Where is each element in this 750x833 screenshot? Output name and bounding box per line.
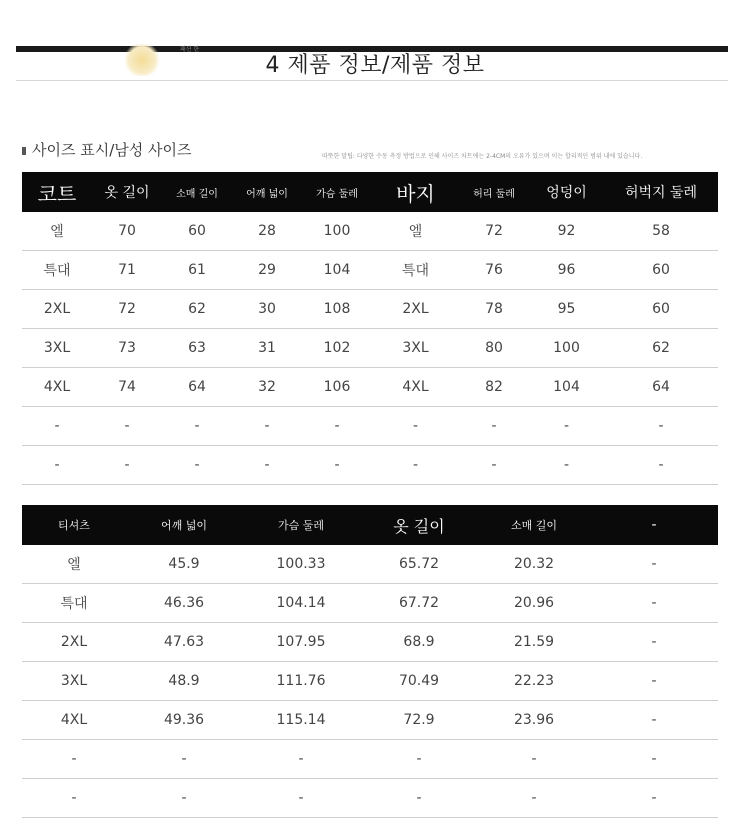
header-cell: 옷 길이 (92, 172, 162, 212)
table-cell: 22.23 (478, 662, 590, 701)
table-row (22, 212, 718, 251)
table-cell: 100.33 (242, 545, 360, 584)
header-cell: 티셔츠 (22, 505, 126, 545)
table-cell: - (590, 701, 718, 740)
table-cell: 70.49 (360, 662, 478, 701)
table-cell: 108 (302, 290, 372, 329)
table-cell: 2XL (22, 290, 92, 329)
table-cell: 76 (459, 251, 529, 290)
table-cell: - (22, 446, 92, 485)
table-cell: 엘 (22, 212, 92, 251)
table-cell: 3XL (372, 329, 459, 368)
table-cell: - (590, 662, 718, 701)
header-cell: 옷 길이 (360, 505, 478, 545)
table-cell: 3XL (22, 662, 126, 701)
table-cell: - (302, 446, 372, 485)
table-cell: 60 (604, 290, 718, 329)
table-cell: 104 (302, 251, 372, 290)
table-cell: 106 (302, 368, 372, 407)
table-cell: - (604, 446, 718, 485)
table-cell: 28 (232, 212, 302, 251)
table-cell: 92 (529, 212, 604, 251)
table-cell: 47.63 (126, 623, 242, 662)
table-cell: 100 (529, 329, 604, 368)
table-cell: 60 (604, 251, 718, 290)
table-cell: 20.32 (478, 545, 590, 584)
table-cell: 29 (232, 251, 302, 290)
table-cell: 30 (232, 290, 302, 329)
table-cell: 71 (92, 251, 162, 290)
header-cell: 어깨 넓이 (126, 505, 242, 545)
table-cell: 104 (529, 368, 604, 407)
table-header-row (22, 172, 718, 212)
table-cell: 4XL (22, 368, 92, 407)
table-cell: 73 (92, 329, 162, 368)
table-cell: 23.96 (478, 701, 590, 740)
table-row (22, 584, 718, 623)
table-cell: 20.96 (478, 584, 590, 623)
header-cell: 어깨 넓이 (232, 172, 302, 212)
table-cell: - (590, 545, 718, 584)
size-table-tshirt (22, 505, 718, 818)
table-cell: 67.72 (360, 584, 478, 623)
header-divider (16, 80, 728, 81)
table-row (22, 545, 718, 584)
table-row (22, 251, 718, 290)
table-cell: - (162, 407, 232, 446)
table-cell: 61 (162, 251, 232, 290)
table-cell: - (478, 740, 590, 779)
table-cell: 3XL (22, 329, 92, 368)
table-cell: 엘 (372, 212, 459, 251)
table-cell: 68.9 (360, 623, 478, 662)
table-cell: - (126, 740, 242, 779)
table-cell: 64 (162, 368, 232, 407)
table-cell: 96 (529, 251, 604, 290)
table-row (22, 740, 718, 779)
table-cell: - (459, 446, 529, 485)
table-cell: 48.9 (126, 662, 242, 701)
table-cell: 102 (302, 329, 372, 368)
table-cell: - (529, 446, 604, 485)
table-cell: 65.72 (360, 545, 478, 584)
table-cell: 32 (232, 368, 302, 407)
table-cell: - (590, 584, 718, 623)
table-cell: - (372, 446, 459, 485)
table-cell: - (162, 446, 232, 485)
header-cell: 허리 둘레 (459, 172, 529, 212)
size-note: 따뜻한 말팁: 다양한 수동 측정 방법으로 인해 사이즈 차트에는 2-4CM의 오류가 있으며 이는 합리적인 범위 내에 있습니다. (322, 153, 643, 160)
table-cell: - (459, 407, 529, 446)
table-row (22, 701, 718, 740)
size-table-coat-pants (22, 172, 718, 485)
size-section-label-text: 사이즈 표시/남성 사이즈 (32, 141, 192, 159)
header-cell: 가슴 둘레 (242, 505, 360, 545)
table-cell: - (22, 407, 92, 446)
header-cell: - (590, 505, 718, 545)
table-cell: - (126, 779, 242, 818)
table-cell: 특대 (372, 251, 459, 290)
table-cell: - (302, 407, 372, 446)
table-cell: - (22, 779, 126, 818)
table-cell: 82 (459, 368, 529, 407)
table-cell: - (478, 779, 590, 818)
page-title: 4 제품 정보/제품 정보 (265, 53, 485, 78)
table-cell: - (22, 740, 126, 779)
header-stamp: 패션 한 (180, 46, 200, 53)
table-row (22, 623, 718, 662)
table-cell: 104.14 (242, 584, 360, 623)
header-cell: 코트 (22, 172, 92, 212)
table-row (22, 779, 718, 818)
header-cell: 가슴 둘레 (302, 172, 372, 212)
table-cell: 62 (162, 290, 232, 329)
table-cell: 72 (92, 290, 162, 329)
table-header-row (22, 505, 718, 545)
table-cell: - (232, 446, 302, 485)
table-cell: - (372, 407, 459, 446)
table-cell: - (529, 407, 604, 446)
table-cell: 특대 (22, 251, 92, 290)
table-cell: 21.59 (478, 623, 590, 662)
table-cell: 62 (604, 329, 718, 368)
table-cell: 74 (92, 368, 162, 407)
table-cell: 특대 (22, 584, 126, 623)
table-cell: - (92, 446, 162, 485)
table-cell: 100 (302, 212, 372, 251)
table-row (22, 662, 718, 701)
table-cell: - (360, 740, 478, 779)
table-cell: - (590, 623, 718, 662)
table-cell: - (242, 779, 360, 818)
table-cell: - (232, 407, 302, 446)
table-cell: 111.76 (242, 662, 360, 701)
table-cell: 64 (604, 368, 718, 407)
table-cell: 72 (459, 212, 529, 251)
header-cell: 소매 길이 (162, 172, 232, 212)
header-cell: 엉덩이 (529, 172, 604, 212)
table-cell: 115.14 (242, 701, 360, 740)
table-cell: - (92, 407, 162, 446)
table-cell: - (590, 740, 718, 779)
table-cell: 70 (92, 212, 162, 251)
table-cell: 4XL (372, 368, 459, 407)
table-cell: - (242, 740, 360, 779)
table-cell: 107.95 (242, 623, 360, 662)
table-row (22, 368, 718, 407)
table-cell: 60 (162, 212, 232, 251)
table-cell: - (360, 779, 478, 818)
table-cell: 2XL (22, 623, 126, 662)
header-cell: 허벅지 둘레 (604, 172, 718, 212)
header-cell: 바지 (372, 172, 459, 212)
table-row (22, 407, 718, 446)
table-cell: 95 (529, 290, 604, 329)
table-cell: - (590, 779, 718, 818)
table-cell: 78 (459, 290, 529, 329)
table-cell: 31 (232, 329, 302, 368)
table-cell: 72.9 (360, 701, 478, 740)
table-row (22, 290, 718, 329)
table-cell: 2XL (372, 290, 459, 329)
table-cell: 58 (604, 212, 718, 251)
bullet-icon (22, 147, 26, 155)
size-section-label (22, 139, 192, 160)
header-cell: 소매 길이 (478, 505, 590, 545)
table-cell: 엘 (22, 545, 126, 584)
table-row (22, 446, 718, 485)
table-cell: 4XL (22, 701, 126, 740)
table-cell: - (604, 407, 718, 446)
table-cell: 80 (459, 329, 529, 368)
table-cell: 46.36 (126, 584, 242, 623)
table-row (22, 329, 718, 368)
table-cell: 63 (162, 329, 232, 368)
table-cell: 49.36 (126, 701, 242, 740)
table-cell: 45.9 (126, 545, 242, 584)
